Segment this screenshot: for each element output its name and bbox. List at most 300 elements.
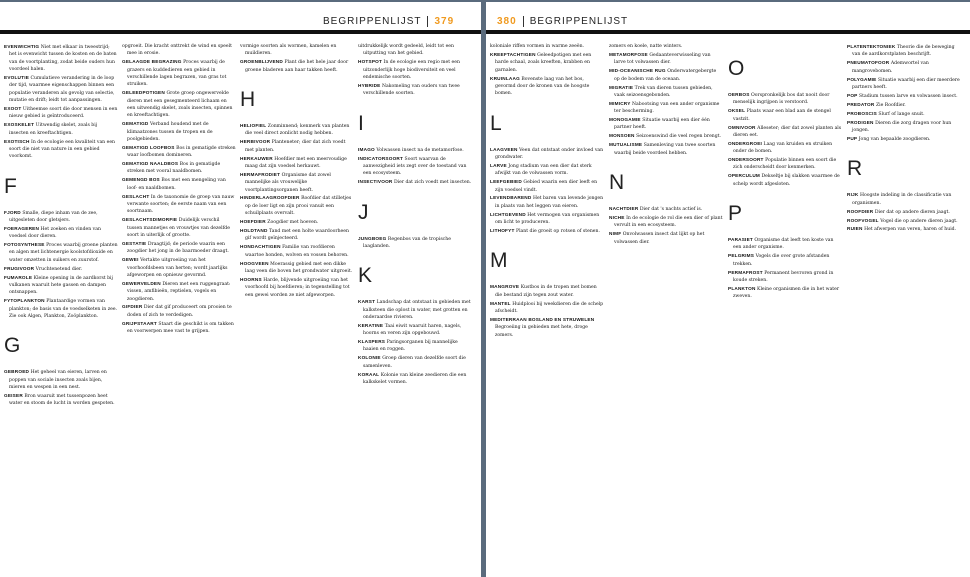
glossary-entry	[358, 146, 472, 154]
glossary-entry	[240, 227, 354, 243]
glossary-term: JUNGBOEG	[358, 235, 387, 241]
glossary-entry	[240, 171, 354, 194]
glossary-definition: Ademwortel van mangrovebomen.	[852, 61, 929, 74]
glossary-definition: Zoogdier met hoeven.	[267, 220, 319, 226]
glossary-term: MIMICRY	[609, 100, 631, 106]
glossary-entry	[4, 43, 118, 73]
section-letter: P	[728, 202, 743, 226]
glossary-term: HONDACHTIGEN	[240, 244, 281, 250]
glossary-entry	[609, 116, 723, 132]
glossary-definition: Cumulatieve verandering in de loop der tijd, waarmee eigenschappen binnen een populatie veranderen als gevolg van selectie, mutatie en drift; leidt tot aanpassingen.	[9, 75, 115, 103]
glossary-definition: Begroeiing in gebieden met hete, droge zomers.	[495, 325, 588, 338]
glossary-term: GEWERVELDEN	[122, 280, 161, 286]
glossary-term: MANGROVE	[490, 284, 520, 290]
glossary-entry	[4, 209, 118, 225]
glossary-definition: Geleedpotigen met een harde schaal, zoals kreeften, krabben en garnalen.	[495, 52, 592, 73]
glossary-definition: In de taxonomie de groep van nauw verwante soorten; de eerste naam van een soortnaam.	[127, 194, 235, 215]
section-letter: F	[4, 174, 17, 198]
section-letter: H	[240, 87, 256, 111]
glossary-definition: Dier dat op andere dieren jaagt.	[874, 209, 950, 215]
glossary-term: RIJK	[847, 192, 859, 198]
glossary-term: FOERAGEREN	[4, 225, 40, 231]
glossary-entry	[4, 274, 118, 297]
glossary-definition: Oorspronkelijk bos dat nooit door menselijk ingrijpen is verstoord.	[733, 93, 830, 106]
glossary-definition: Paringsorganen bij mannelijke haaien en roggen.	[363, 340, 458, 353]
glossary-term: HERBIVOOR	[240, 139, 271, 145]
glossary-entry	[728, 172, 842, 188]
glossary-term: EVENWICHTIG	[4, 44, 40, 49]
glossary-term: METAMORFOSE	[609, 51, 648, 57]
glossary-definition: Proces waarbij groene planten en algen met lichtenergie koolstofdioxide en water omzetten in suikers en zuurstof.	[9, 243, 118, 263]
glossary-entry	[122, 58, 236, 88]
glossary-term: INDICATORSOORT	[358, 155, 404, 161]
glossary-term: MIGRATIE	[609, 84, 634, 90]
glossary-definition: Harde, blijvende uitgroeiing van het voorhoofd bij hoefdieren; in tegenstelling tot een gewei worden ze niet afgeworpen.	[245, 277, 350, 298]
glossary-definition: Organisme dat zowel mannelijke als vrouwelijke voortplantingsorganen heeft.	[245, 172, 331, 193]
glossary-term: ROOFVOGEL	[847, 217, 879, 223]
glossary-definition: Permanent bevroren grond in koude streken.	[733, 270, 834, 283]
glossary-definition: Samenleving van twee soorten waarbij beide voordeel hebben.	[614, 143, 716, 156]
glossary-term: EVOLUTIE	[4, 74, 30, 80]
glossary-definition: Alleseter; dier dat zowel planten als dieren eet.	[733, 125, 842, 138]
glossary-entry	[847, 92, 961, 100]
glossary-entry	[609, 230, 723, 246]
glossary-term: GEMATIGD	[122, 121, 149, 127]
glossary-definition: Laag van kruiden en struiken onder de bomen.	[733, 141, 833, 155]
glossary-definition: Bos in gematigde streken waar loofbomen domineren.	[127, 145, 236, 159]
glossary-definition: Nabootsing van een ander organisme ter bescherming.	[614, 101, 720, 115]
glossary-definition: Huidplooi bij weekdieren die de schelp afscheidt.	[495, 301, 604, 314]
glossary-definition: Trek van dieren tussen gebieden, vaak seizoensgebonden.	[614, 85, 713, 98]
glossary-entry	[358, 82, 472, 98]
glossary-entry	[609, 214, 723, 230]
glossary-term: POP	[847, 92, 858, 98]
glossary-definition: Staart die geschikt is om takken en voorwerpen mee vast te grijpen.	[127, 321, 234, 335]
glossary-entry	[490, 162, 604, 178]
glossary-entry	[122, 216, 236, 239]
glossary-term: HOEFDIER	[240, 219, 266, 225]
glossary-term: HINDERLAAGROOFDIER	[240, 195, 300, 201]
glossary-term: PELGRIMS	[728, 253, 755, 259]
glossary-entry	[609, 100, 723, 116]
glossary-term: KREEFTACHTIGEN	[490, 51, 536, 57]
glossary-entry	[490, 194, 604, 210]
section-letter: I	[358, 111, 364, 135]
right-page-header	[497, 16, 628, 27]
glossary-term: MID-OCEANISCHE RUG	[609, 68, 666, 74]
glossary-entry	[490, 51, 604, 74]
glossary-entry	[490, 316, 604, 339]
glossary-entry	[847, 191, 961, 207]
glossary-entry	[490, 43, 604, 50]
glossary-definition: Regenbos van de tropische laaglanden.	[363, 236, 451, 249]
glossary-definition: Plaats waar een blad aan de stengel vastzit.	[733, 109, 831, 122]
glossary-entry	[847, 76, 961, 92]
glossary-entry	[122, 120, 236, 143]
glossary-definition: Plant die het hele jaar door groene bladeren aan haar takken heeft.	[245, 60, 349, 73]
glossary-entry	[240, 243, 354, 259]
glossary-term: GEMENGD BOS	[122, 177, 160, 183]
glossary-term: KOLONIE	[358, 355, 381, 361]
glossary-entry	[122, 43, 236, 58]
glossary-term: LAAGVEEN	[490, 146, 518, 152]
glossary-term: PLANKTON	[728, 285, 756, 291]
glossary-term: HERMAFRODIET	[240, 171, 281, 177]
glossary-definition: Hoogste indeling in de classificatie van organismen.	[852, 193, 952, 206]
glossary-entry	[4, 265, 118, 273]
glossary-definition: Seizoenswind die veel regen brengt.	[636, 134, 722, 140]
glossary-definition: Volwassen insect na de metamorfose.	[376, 147, 464, 153]
header-divider	[523, 16, 524, 27]
glossary-term: HELIOFIEL	[240, 122, 267, 128]
left-column-2	[122, 43, 236, 336]
glossary-term: EXOSKELET	[4, 122, 35, 128]
glossary-definition: Populatie binnen een soort die zich onderscheidt door kenmerken.	[733, 158, 837, 171]
glossary-definition: Grote groep ongewervelde dieren met een gesegmenteerd lichaam en een uitwendig skelet, zoals insecten, spinnen en kreeftachtigen.	[127, 91, 233, 119]
glossary-entry	[728, 91, 842, 107]
section-letter: R	[847, 157, 863, 181]
glossary-definition: Bos met een mengeling van loof- en naaldbomen.	[127, 178, 226, 191]
glossary-term: GEMATIGD LOOFBOS	[122, 144, 175, 150]
glossary-term: GESTATIE	[122, 240, 147, 246]
glossary-term: OERBOS	[728, 92, 750, 97]
glossary-entry	[609, 141, 723, 157]
glossary-definition: Situatie waarbij een dier meerdere partners heeft.	[852, 77, 960, 90]
glossary-term: INSECTIVOOR	[358, 179, 393, 185]
glossary-definition: Dier dat gif produceert om prooien te doden of zich te verdedigen.	[127, 305, 232, 318]
glossary-definition: Dieren met een ruggengraat: vissen, amfibieën, reptielen, vogels en zoogdieren.	[127, 281, 231, 302]
glossary-entry	[122, 144, 236, 160]
glossary-entry	[240, 260, 354, 276]
left-header-title: BEGRIPPENLIJST	[323, 16, 422, 28]
glossary-definition: Kleine organismen die in het water zweven.	[733, 286, 840, 300]
glossary-definition: In de ecologie een regio met een uitzonderlijk hoge biodiversiteit en veel endemische soorten.	[363, 60, 460, 80]
glossary-definition: Organisme dat leeft ten koste van een ander organisme.	[733, 238, 834, 251]
glossary-term: OKSEL	[728, 108, 746, 114]
glossary-term: PRODIGEN	[847, 119, 874, 125]
glossary-entry	[609, 132, 723, 140]
glossary-entry	[847, 119, 961, 135]
glossary-definition: Het zoeken en vinden van voedsel door dieren.	[9, 226, 101, 240]
glossary-definition: Groep dieren van dezelfde soort die samenleven.	[363, 356, 466, 369]
glossary-entry	[4, 138, 118, 161]
section-letter: N	[609, 170, 625, 194]
glossary-term: NIMF	[609, 231, 622, 237]
glossary-definition: Duidelijk verschil tussen mannetjes en vrouwtjes van dezelfde soort in uiterlijk of grootte.	[127, 218, 230, 238]
glossary-term: PUP	[847, 135, 858, 141]
glossary-entry	[847, 110, 961, 118]
glossary-entry	[358, 298, 472, 321]
glossary-definition: Plant die groeit op rotsen of stenen.	[515, 229, 600, 234]
glossary-term: PNEUMATOFOOR	[847, 60, 890, 66]
section-letter: G	[4, 334, 21, 358]
glossary-definition: Onvolwassen insect dat lijkt op het volwassen dier.	[614, 232, 705, 245]
left-page-header	[323, 16, 454, 27]
glossary-entry	[122, 303, 236, 319]
glossary-term: EXOOT	[4, 105, 22, 111]
glossary-term: PLATENTEKTONIEK	[847, 44, 896, 49]
glossary-entry	[358, 43, 472, 58]
glossary-definition: Uitheemse soort die door mensen in een nieuw gebied is geïntroduceerd.	[9, 106, 118, 120]
glossary-entry	[728, 269, 842, 285]
left-column-4	[358, 43, 472, 387]
glossary-definition: Onderwatergebergte op de bodem van de oceaan.	[614, 69, 717, 82]
right-column-4	[847, 43, 961, 234]
glossary-entry	[4, 392, 118, 408]
glossary-entry	[609, 51, 723, 67]
glossary-entry	[609, 205, 723, 213]
glossary-term: NACHTDIER	[609, 205, 639, 211]
glossary-entry	[358, 371, 472, 387]
glossary-entry	[122, 240, 236, 256]
glossary-entry	[4, 297, 118, 320]
glossary-term: ROOFDIER	[847, 208, 874, 214]
section-letter: L	[490, 111, 502, 135]
glossary-definition: Uitwendig skelet, zoals bij insecten en kreeftachtigen.	[9, 123, 98, 136]
right-column-2	[609, 43, 723, 246]
glossary-definition: Dier dat 's nachts actief is.	[639, 206, 703, 212]
glossary-entry	[847, 135, 961, 143]
right-header-title: BEGRIPPENLIJST	[529, 16, 629, 28]
glossary-term: HYBRIDE	[358, 82, 381, 88]
glossary-definition: Kolonie van kleine zeedieren die een kalkskelet vormen.	[363, 372, 467, 385]
glossary-definition: Taai eiwit waaruit haren, nagels, hoorns en veren zijn opgebouwd.	[363, 323, 462, 337]
glossary-entry	[4, 225, 118, 241]
glossary-definition: Kleine opening in de aardkorst bij vulkanen waaruit hete gassen en dampen ontsnappen.	[9, 275, 113, 296]
left-header-rule	[0, 30, 481, 34]
glossary-entry	[4, 105, 118, 121]
glossary-definition: Tand met een holte waardoorheen gif wordt geïnjecteerd.	[245, 229, 349, 242]
glossary-entry	[122, 320, 236, 336]
glossary-term: HOTSPOT	[358, 59, 383, 65]
glossary-term: HOOGVEEN	[240, 260, 269, 266]
glossary-definition: Zonminnend; kenmerk van planten die veel direct zonlicht nodig hebben.	[245, 123, 350, 137]
glossary-entry	[122, 89, 236, 119]
glossary-entry	[122, 193, 236, 216]
glossary-term: KERATINE	[358, 322, 384, 328]
glossary-entry	[490, 178, 604, 194]
right-page-number: 380	[497, 16, 517, 28]
glossary-entry	[358, 354, 472, 370]
glossary-definition: koloniale riffen vormen in warme zeeën.	[490, 44, 584, 49]
section-letter: K	[358, 264, 373, 288]
glossary-entry	[728, 107, 842, 123]
glossary-entry	[4, 121, 118, 137]
glossary-definition: Vruchtenetend dier.	[35, 266, 83, 272]
glossary-definition: Jong van bepaalde zoogdieren.	[858, 136, 931, 142]
glossary-term: KLASPERS	[358, 339, 386, 345]
glossary-entry	[4, 74, 118, 104]
glossary-entry	[240, 194, 354, 217]
glossary-term: GEWEI	[122, 257, 139, 263]
glossary-term: GELAAGDE BEGRAZING	[122, 59, 182, 65]
glossary-entry	[122, 176, 236, 192]
glossary-term: OMNIVOOR	[728, 124, 756, 130]
glossary-term: HOORNS	[240, 276, 262, 282]
glossary-term: LARVE	[490, 162, 507, 168]
glossary-term: GEISER	[4, 392, 23, 398]
glossary-term: MUTUALISME	[609, 142, 643, 148]
glossary-definition: Het vermogen van organismen om licht te produceren.	[495, 212, 600, 226]
glossary-definition: Niet met elkaar in tweestrijd; het is evenwicht tussen de kosten en de baten van de voortplanting, zodat beide ouders hun voordeel halen.	[9, 45, 117, 73]
glossary-definition: Landschap dat ontstaat in gebieden met kalksteen die oplost in water, met grotten en onderaardse rivieren.	[363, 300, 471, 320]
glossary-definition: Het afwerpen van veren, haren of huid.	[864, 227, 957, 233]
glossary-term: GEMATIGD NAALDBOS	[122, 161, 179, 167]
glossary-term: GEBROED	[4, 369, 30, 375]
glossary-entry	[240, 122, 354, 138]
glossary-term: GIFDIER	[122, 304, 143, 310]
glossary-definition: Zie Roofdier.	[875, 102, 906, 108]
glossary-definition: Het baren van levende jongen in plaats van het leggen van eieren.	[495, 196, 604, 209]
left-column-3	[240, 43, 354, 299]
glossary-entry	[240, 218, 354, 226]
glossary-entry	[240, 155, 354, 171]
glossary-definition: Jong stadium van een dier dat sterk afwijkt van de volwassen vorm.	[495, 163, 592, 177]
glossary-definition: opgroeit. Die kracht onttrekt de wind en speelt mee in erosie.	[122, 44, 232, 57]
glossary-entry	[122, 160, 236, 176]
glossary-entry	[240, 276, 354, 299]
glossary-term: EXOTISCH	[4, 138, 30, 144]
glossary-term: FOTOSYNTHESE	[4, 242, 45, 248]
glossary-definition: Kustbos in de tropen met bomen die bestand zijn tegen zout water.	[495, 285, 597, 298]
glossary-definition: Familie van roofdieren waartoe honden, wolven en vossen behoren.	[245, 245, 349, 258]
glossary-entry	[728, 156, 842, 172]
glossary-entry	[728, 252, 842, 268]
glossary-term: FUMAROLE	[4, 274, 33, 280]
glossary-entry	[609, 67, 723, 83]
glossary-term: LEEFGEBIED	[490, 179, 522, 185]
glossary-entry	[847, 217, 961, 225]
glossary-definition: zomers en koele, natte winters.	[609, 44, 683, 49]
glossary-term: MONSOEN	[609, 133, 635, 139]
glossary-term: RUIEN	[847, 226, 863, 232]
glossary-term: GELEEDPOTIGEN	[122, 90, 165, 96]
glossary-entry	[4, 241, 118, 264]
glossary-term: KARST	[358, 299, 376, 305]
right-header-rule	[486, 30, 970, 34]
glossary-term: FRUGIVOOR	[4, 265, 35, 271]
section-letter: M	[490, 249, 508, 273]
glossary-entry	[358, 155, 472, 178]
glossary-entry	[358, 322, 472, 338]
glossary-entry	[728, 124, 842, 140]
section-letter: J	[358, 200, 369, 224]
glossary-term: LICHTGEVEND	[490, 211, 526, 217]
glossary-term: IMAGO	[358, 146, 375, 152]
glossary-entry	[358, 338, 472, 354]
glossary-entry	[122, 256, 236, 279]
glossary-term: LEVENDBAREND	[490, 195, 532, 201]
glossary-entry	[490, 300, 604, 316]
glossary-term: LITHOFYT	[490, 228, 515, 233]
glossary-term: KRUINLAAG	[490, 75, 520, 81]
glossary-definition: Bos in gematigde streken met vooral naaldbomen.	[127, 162, 221, 175]
glossary-entry	[358, 235, 472, 251]
glossary-definition: Planteneter; dier dat zich voedt met planten.	[245, 140, 346, 153]
glossary-definition: uitdrukkelijk wordt gedeeld, leidt tot een uitputting van het gebied.	[358, 44, 454, 57]
glossary-term: GESLACHTSDIMORFIE	[122, 217, 178, 223]
right-page	[486, 2, 970, 577]
left-column-1	[4, 43, 118, 408]
glossary-definition: vormige soorten als wormen, kamelen en muildieren.	[240, 44, 337, 57]
glossary-entry	[490, 283, 604, 299]
glossary-definition: Bovenste laag van het bos, gevormd door de kronen van de hoogste bomen.	[495, 76, 590, 97]
glossary-entry	[728, 236, 842, 252]
glossary-term: KORAAL	[358, 371, 380, 377]
glossary-definition: Hoefdier met een meervoudige maag dat zijn voedsel herkauwt.	[245, 156, 347, 169]
glossary-term: POLYGAMIE	[847, 76, 877, 82]
glossary-entry	[847, 101, 961, 109]
glossary-definition: Bron waaruit met tussenpozen heet water en stoom de lucht in worden gespoten.	[9, 393, 115, 407]
glossary-entry	[490, 146, 604, 162]
glossary-entry	[358, 178, 472, 186]
glossary-entry	[847, 208, 961, 216]
glossary-definition: In de ecologie een kwaliteit van een soort die niet van nature in een gebied voorkomt.	[9, 139, 116, 160]
glossary-term: HOLDTAND	[240, 228, 268, 233]
glossary-definition: Vertakte uitgroeiing van het voorhoofdsbeen van herten; wordt jaarlijks afgeworpen en opnieuw gevormd.	[127, 258, 228, 278]
glossary-entry	[847, 59, 961, 75]
left-page	[0, 2, 481, 577]
glossary-term: GESLACHT	[122, 193, 150, 199]
glossary-term: ONDERSOORT	[728, 157, 764, 163]
glossary-term: MEDITERRAAN BOSLAND EN STRUWELEN	[490, 316, 595, 322]
right-column-1	[490, 43, 604, 340]
glossary-definition: Het geheel van eieren, larven en poppen van sociale insecten zoals bijen, mieren en wespen in een nest.	[9, 370, 107, 390]
glossary-definition: Moerassig gebied met een dikke laag veen die boven het grondwater uitgroeit.	[245, 261, 353, 274]
glossary-term: PARASIET	[728, 237, 753, 243]
glossary-definition: Situatie waarbij een dier één partner heeft.	[614, 118, 710, 131]
glossary-entry	[358, 58, 472, 81]
glossary-term: MANTEL	[490, 300, 511, 306]
glossary-term: HERKAUWER	[240, 155, 273, 161]
glossary-entry	[490, 211, 604, 227]
glossary-definition: Slurf of lange snuit.	[878, 111, 925, 117]
header-divider	[427, 16, 428, 27]
glossary-entry	[847, 43, 961, 59]
glossary-definition: Stadium tussen larve en volwassen insect.	[858, 93, 958, 99]
glossary-entry	[847, 225, 961, 233]
glossary-definition: Dieren die zorg dragen voor hun jongen.	[852, 120, 952, 133]
glossary-definition: Veen dat ontstaat onder invloed van grondwater.	[495, 147, 604, 160]
glossary-entry	[490, 75, 604, 98]
glossary-entry	[728, 140, 842, 156]
glossary-definition: Draagtijd; de periode waarin een zoogdier het jong in de baarmoeder draagt.	[127, 241, 229, 255]
glossary-entry	[4, 368, 118, 391]
right-column-3	[728, 43, 842, 301]
glossary-entry	[240, 43, 354, 58]
glossary-entry	[240, 138, 354, 154]
glossary-entry	[122, 280, 236, 303]
glossary-term: GROENBLIJVEND	[240, 59, 283, 65]
glossary-term: FJORD	[4, 209, 21, 215]
glossary-entry	[490, 227, 604, 235]
glossary-definition: Smalle, diepe inham van de zee, uitgesleten door gletsjers.	[9, 210, 98, 223]
glossary-term: FYTOPLANKTON	[4, 298, 45, 304]
glossary-definition: Theorie die de beweging van de aardkorstplaten beschrijft.	[852, 45, 955, 58]
glossary-definition: Gedaanteverwisseling van larve tot volwassen dier.	[614, 52, 711, 66]
glossary-entry	[609, 84, 723, 100]
section-letter: O	[728, 57, 745, 80]
glossary-definition: In de ecologie de rol die een dier of plant vervult in een ecosysteem.	[614, 215, 723, 229]
left-page-number: 379	[434, 16, 455, 28]
glossary-entry	[240, 58, 354, 74]
glossary-entry	[728, 285, 842, 301]
glossary-definition: Plantaardige vormen van plankton; de basis van de voedselketen in zee. Zie ook Algen, Plankton, Zoöplankton.	[9, 299, 118, 319]
glossary-term: GRIJPSTAART	[122, 320, 157, 326]
glossary-entry	[609, 43, 723, 50]
glossary-definition: Proces waarbij de grazers en kuddedieren een gebied in verschillende lagen begrazen, van gras tot struiken.	[127, 60, 227, 88]
glossary-term: PROBOSCIS	[847, 110, 877, 116]
